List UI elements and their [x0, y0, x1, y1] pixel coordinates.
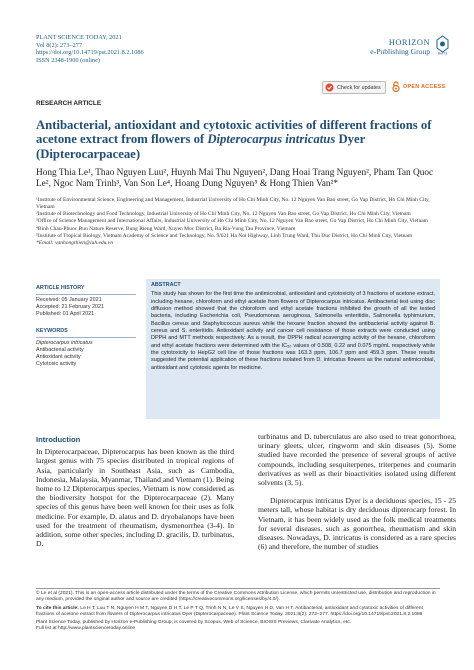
abstract-text: This study has shown for the first time the antimicrobial, antioxidant and cytotoxicity of 3 fractions of acetone extract, including hexane, chloroform and ethyl acetate from flowers of Dipterocarpus intricatus. Antibacterial test using disc diffusion method showed that the chloroform and ethyl acetate fractions inhibited the growth of all the tested bacteria, including Escherichia coli, Pseudomonas aeruginosa, Salmonella enteritidis, Salmonella typhimurium, Bacillus cereus and Staphylococcus aureus while the hexane fraction showed the antibacterial activity against B. cereus and S. enteritidis. Antioxidant activity and cancer cell resistance of those extracts were conducted using DPPH and MTT methods respectively. As a result, the DPPH radical scavenging activity of the hexane, chloroform and ethyl acetate fractions were determined with the IC₅₀ values of 0.508, 0.22 and 0.075 mg/mL respectively while the cytotoxicity to HepG2 cell line of those fractions was 163.3 ppm, 106.7 ppm and 459.3 ppm. These results suggested the potential application of these fractions isolated from D. intricatus flowers as the natural antimicrobial, antioxidant and cytotoxic agents for medicine.: [151, 291, 435, 371]
journal-volume: Vol 8(2): 273–277: [36, 41, 83, 49]
affiliation-1: ¹Institute of Environmental Science, Engineering and Management, Industrial University of Ho Chi Minh City, No. 12 Nguyen Van Bao street, Go Vap District, Ho Chi Minh City, Vietnam: [36, 197, 430, 211]
abstract-heading: ABSTRACT: [151, 282, 181, 288]
body-column-right: [258, 432, 456, 551]
journal-name: PLANT SCIENCE TODAY, 2021: [36, 34, 122, 41]
sidebar: [36, 285, 136, 378]
affiliation-4: ⁴Binh Chau-Phuoc Buu Nature Reserve, Bung Rieng Ward, Xuyen Moc District, Ba Ria-Vung Tau Province, Vietnam: [36, 225, 296, 232]
full-list-link[interactable]: Full list at http://www.plantsciencetoday.online: [36, 626, 136, 632]
title-species: Dipterocarpus intricatus: [207, 132, 336, 147]
open-access-label: OPEN ACCESS: [403, 83, 446, 90]
open-access-badge: [392, 81, 445, 92]
article-type: RESEARCH ARTICLE: [36, 100, 102, 107]
affiliation-5: ⁵Institute of Tropical Biology, Vietnam Academy of Science and Technology, No. 9/621 Ha Noi Highway, Linh Trung Ward, Thu Duc District, Ho Chi Minh City, Vietnam: [36, 232, 413, 239]
intro-paragraph-1: In Dipterocarpaceae, Dipterocarpus has been known as the third largest genus with 75 species distributed in tropical regions of Asia, particularly in Southeast Asia, such as Cambodia, Indonesia, Malaysia, Myanmar, Thailand and Vietnam (1). Being home to 12 Dipterocarpus species, Vietnam is now considered as the biodiversity hotspot for the Dipterocarpaceae (2). Many species of this genus have been well known for their uses as folk medicine. For example, D. alatus and D. dryobalanops have been used for the treatment of rheumatism, dysmenorrhea (3-4). In addition, some other species, including D. gracilis, D. turbinatus, D.: [36, 447, 235, 549]
article-history-heading: ARTICLE HISTORY: [36, 285, 136, 295]
intro-paragraph-3: Dipterocarpus intricatus Dyer is a deciduous species, 15 - 25 meters tall, whose habitat is dry deciduous dipterocarp forest. In Vietnam, it has been widely used as the folk medical treatments for several diseases, such as gonorrhea, rheumatism and skin diseases. Nowadays, D. intricatus is considered as a rare species (6) and therefore, the number of studies: [258, 496, 456, 552]
author-list: Hong Thia Le¹, Thao Nguyen Luu², Huynh Mai Thu Nguyen², Dang Hoai Trang Nguyen², Pham Tan Quoc Le², Ngoc Nam Trinh³, Van Son Le⁴, Hoang Dung Nguyen⁵ & Hong Thien Van²*: [36, 168, 434, 189]
accepted-date: Accepted: 21 February 2021: [36, 304, 105, 310]
journal-issn: ISSN 2348-1900 (online): [36, 56, 101, 64]
logo-text: HePG: [437, 51, 448, 55]
keyword-item: Antioxidant activity: [36, 354, 81, 360]
article-title: [36, 118, 440, 161]
cite-label: To cite this article:: [36, 605, 79, 611]
published-by: Plant Science Today, published by Horizon e-Publishing Group, is covered by Scopus, Web of Science, BIOSIS Previews, Clarivate Analytics, etc.: [36, 620, 352, 626]
journal-doi[interactable]: https://doi.org/10.14719/pst.2021.8.2.1086: [36, 49, 144, 57]
article-history: [36, 285, 136, 318]
publisher-line2: e-Publishing Group: [370, 47, 430, 56]
check-for-updates-button[interactable]: [322, 81, 386, 94]
corresponding-email[interactable]: *Email: vanhongthien@iuh.edu.vn: [36, 239, 114, 246]
publisher-line1: HORIZON: [388, 38, 430, 47]
introduction-heading: Introduction: [36, 435, 81, 444]
check-updates-label: Check for updates: [337, 84, 381, 91]
journal-info: [36, 34, 144, 64]
keywords-heading: KEYWORDS: [36, 328, 136, 338]
keyword-item: Cytotoxic activity: [36, 361, 77, 367]
cite-text: Le H T, Luu T N, Nguyen H M T, Nguyen D H T, Le P T Q, Trinh N N, Le V S, Nguyen H D, Van H T. Antibacterial, antioxidant and cytotoxic activities of different fractions of acetone extract from flowers of Dipterocarpus intricatus Dyer (Dipterocarpaceae). Plant Science Today. 2021;8(2): 273–277. https://doi.org/10.14719/pst.2021.8.2.1086: [36, 605, 423, 617]
intro-paragraph-2: turbinatus and D. tuberculatus are also used to treat gonorrhoea, urinary gleets, ulcer, ringworm and skin diseases (5). Some studied have recorded the presence of several groups of active compounds, including sesquiterpenes, triterpenes and coumarin derivatives as well as their bioactivities isolated using different solvents (3, 5).: [258, 432, 456, 488]
abstract-box: [146, 279, 440, 419]
citation: [36, 606, 440, 619]
open-access-lock-icon: [392, 81, 400, 92]
keyword-item: Antibacterial activity: [36, 347, 84, 353]
received-date: Received: 05 January 2021: [36, 297, 102, 303]
keyword-item: Dipterocarpus intricatus: [36, 340, 93, 346]
keywords: [36, 328, 136, 368]
affiliation-2: ²Institute of Biotechnology and Food Technology, Industrial University of Ho Chi Minh City, No. 12 Nguyen Van Bao street, Go Vap District, Ho Chi Minh City, Vietnam: [36, 211, 411, 218]
published-date: Published: 01 April 2021: [36, 311, 95, 317]
title-part1: Antibacterial, antioxidant and cytotoxic activities of different fractions of acetone extract from flowers of: [36, 118, 432, 147]
license-text: © Le et al (2021). This is an open-access article distributed under the terms of the Creative Commons Attribution License, which permits unrestricted use, distribution and reproduction in any medium, provided the original author and source are credited (https://creativecommons.org/licenses/by/4.0/).: [36, 591, 436, 603]
title-part2: Dyer (Dipterocarpaceae): [36, 132, 365, 161]
body-column-left: [36, 435, 234, 548]
affiliation-3: ³Office of Science Management and International Affairs, Industrial University of Ho Chi Minh City, No. 12 Nguyen Van Bao street, Go Vap District, Ho Chi Minh City, Vietnam: [36, 218, 428, 225]
affiliations: [36, 197, 440, 247]
hepg-logo-icon: [435, 35, 450, 55]
publisher: [370, 38, 430, 56]
footer: [36, 588, 440, 635]
check-updates-icon: [325, 83, 334, 92]
